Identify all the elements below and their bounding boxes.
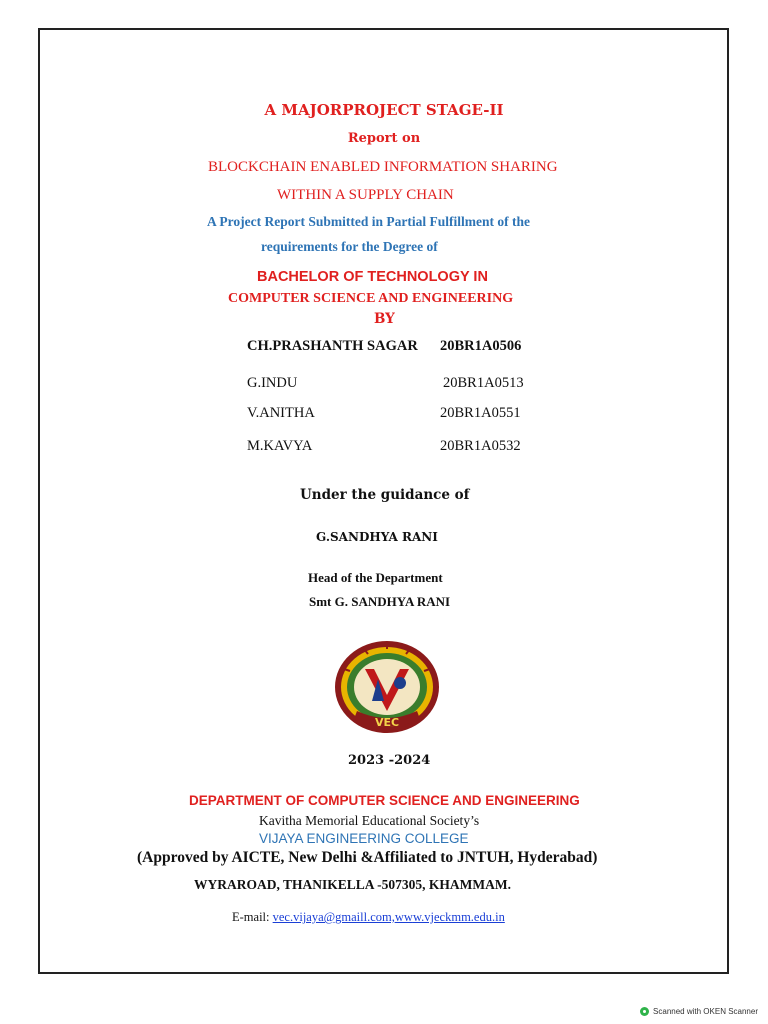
emblem-text: VEC: [374, 716, 400, 729]
student-id: 20BR1A0551: [440, 405, 521, 421]
approval-line: (Approved by AICTE, New Delhi &Affiliated to JNTUH, Hyderabad): [137, 849, 598, 866]
scanner-logo-icon: [640, 1007, 649, 1016]
guidance-label: Under the guidance of: [300, 487, 470, 503]
student-id: 20BR1A0513: [443, 375, 524, 391]
college-emblem-icon: [332, 639, 442, 739]
by-label: BY: [374, 311, 395, 327]
academic-year: 2023 -2024: [348, 753, 431, 768]
student-name: M.KAVYA: [247, 438, 313, 454]
topic-line-2: WITHIN A SUPPLY CHAIN: [277, 187, 454, 203]
web-prefix[interactable]: ww: [394, 910, 413, 924]
scanner-text: Scanned with OKEN Scanner: [653, 1007, 758, 1016]
college-address: WYRAROAD, THANIKELLA -507305, KHAMMAM.: [194, 877, 511, 892]
student-name: CH.PRASHANTH SAGAR: [247, 338, 418, 354]
report-title: A MAJORPROJECT STAGE-II: [264, 101, 504, 119]
scanner-watermark: [640, 1007, 758, 1016]
student-id: 20BR1A0532: [440, 438, 521, 454]
hod-name: Smt G. SANDHYA RANI: [309, 594, 451, 609]
society-name: Kavitha Memorial Educational Society’s: [259, 813, 480, 828]
contact-line: [232, 910, 505, 925]
email-link[interactable]: vec.vijaya@gmaill.com,: [272, 910, 395, 924]
topic-line-1: BLOCKCHAIN ENABLED INFORMATION SHARING: [208, 159, 558, 175]
student-name: G.INDU: [247, 375, 298, 391]
college-name: VIJAYA ENGINEERING COLLEGE: [259, 831, 469, 846]
hod-label: Head of the Department: [308, 570, 443, 585]
submission-line-1: A Project Report Submitted in Partial Fulfillment of the: [207, 214, 530, 229]
report-on-label: Report on: [347, 131, 421, 146]
guide-name: G.SANDHYA RANI: [316, 530, 438, 544]
degree-line-2: COMPUTER SCIENCE AND ENGINEERING: [228, 291, 514, 306]
submission-line-2: requirements for the Degree of: [261, 239, 438, 254]
student-id: 20BR1A0506: [440, 338, 522, 354]
department-name: DEPARTMENT OF COMPUTER SCIENCE AND ENGINEERING: [189, 793, 580, 808]
website-link[interactable]: w.vjeckmm.edu.in: [412, 910, 505, 924]
student-name: V.ANITHA: [247, 405, 315, 421]
degree-line-1: BACHELOR OF TECHNOLOGY IN: [257, 269, 488, 285]
email-label: E-mail:: [232, 910, 270, 924]
